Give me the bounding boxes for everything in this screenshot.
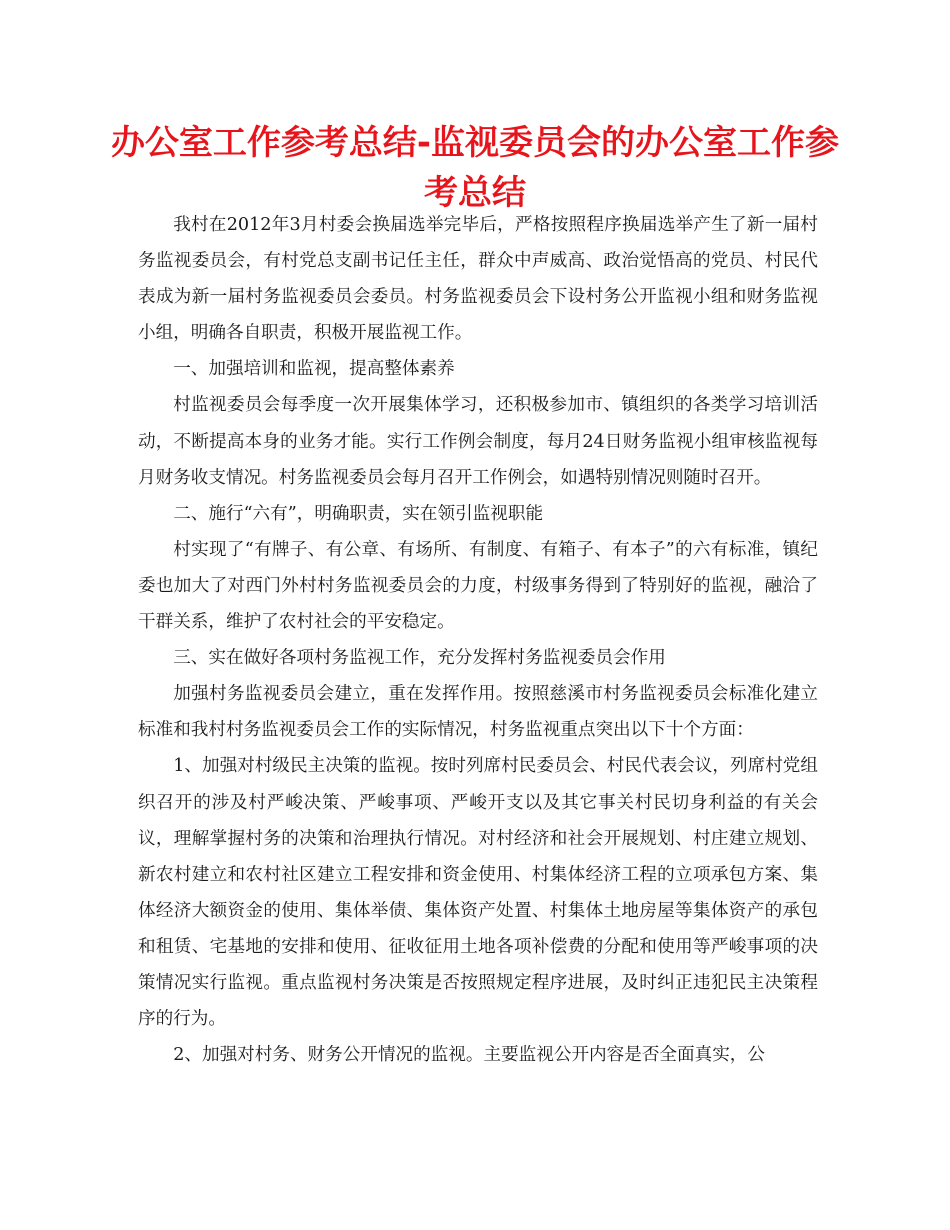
paragraph-item-2: 2、加强对村务、财务公开情况的监视。主要监视公开内容是否全面真实，公	[173, 1045, 765, 1066]
section-heading-2: 二、施行“六有”，明确职责，实在领引监视职能	[173, 503, 544, 524]
document-body	[138, 207, 818, 1073]
section-heading-1: 一、加强培训和监视，提高整体素养	[173, 359, 455, 380]
paragraph-section-3: 加强村务监视委员会建立，重在发挥作用。按照慈溪市村务监视委员会标准化建立标准和我村村务监视委员会工作的实际情况，村务监视重点突出以下十个方面：	[138, 684, 818, 741]
paragraph-intro: 我村在2012年3月村委会换届选举完毕后，严格按照程序换届选举产生了新一届村务监视委员会，有村党总支副书记任主任，群众中声威高、政治觉悟高的党员、村民代表成为新一届村务监视委员会委员。村务监视委员会下设村务公开监视小组和财务监视小组，明确各自职责，积极开展监视工作。	[138, 215, 818, 344]
paragraph-section-2: 村实现了“有牌子、有公章、有场所、有制度、有箱子、有本子”的六有标准，镇纪委也加大了对西门外村村务监视委员会的力度，村级事务得到了特别好的监视，融洽了干群关系，维护了农村社会的平安稳定。	[138, 539, 818, 633]
document-title: 办公室工作参考总结-监视委员会的办公室工作参考总结	[110, 123, 840, 213]
section-heading-3: 三、实在做好各项村务监视工作，充分发挥村务监视委员会作用	[173, 648, 666, 669]
paragraph-item-1: 1、加强对村级民主决策的监视。按时列席村民委员会、村民代表会议，列席村党组织召开的涉及村严峻决策、严峻事项、严峻开支以及其它事关村民切身利益的有关会议，理解掌握村务的决策和治理执行情况。对村经济和社会开展规划、村庄建立规划、新农村建立和农村社区建立工程安排和资金使用、村集体经济工程的立项承包方案、集体经济大额资金的使用、集体举债、集体资产处置、村集体土地房屋等集体资产的承包和租赁、宅基地的安排和使用、征收征用土地各项补偿费的分配和使用等严峻事项的决策情况实行监视。重点监视村务决策是否按照规定程序进展，及时纠正违犯民主决策程序的行为。	[138, 756, 818, 1030]
paragraph-section-1: 村监视委员会每季度一次开展集体学习，还积极参加市、镇组织的各类学习培训活动，不断提高本身的业务才能。实行工作例会制度，每月24日财务监视小组审核监视每月财务收支情况。村务监视委员会每月召开工作例会，如遇特别情况则随时召开。	[138, 395, 818, 488]
